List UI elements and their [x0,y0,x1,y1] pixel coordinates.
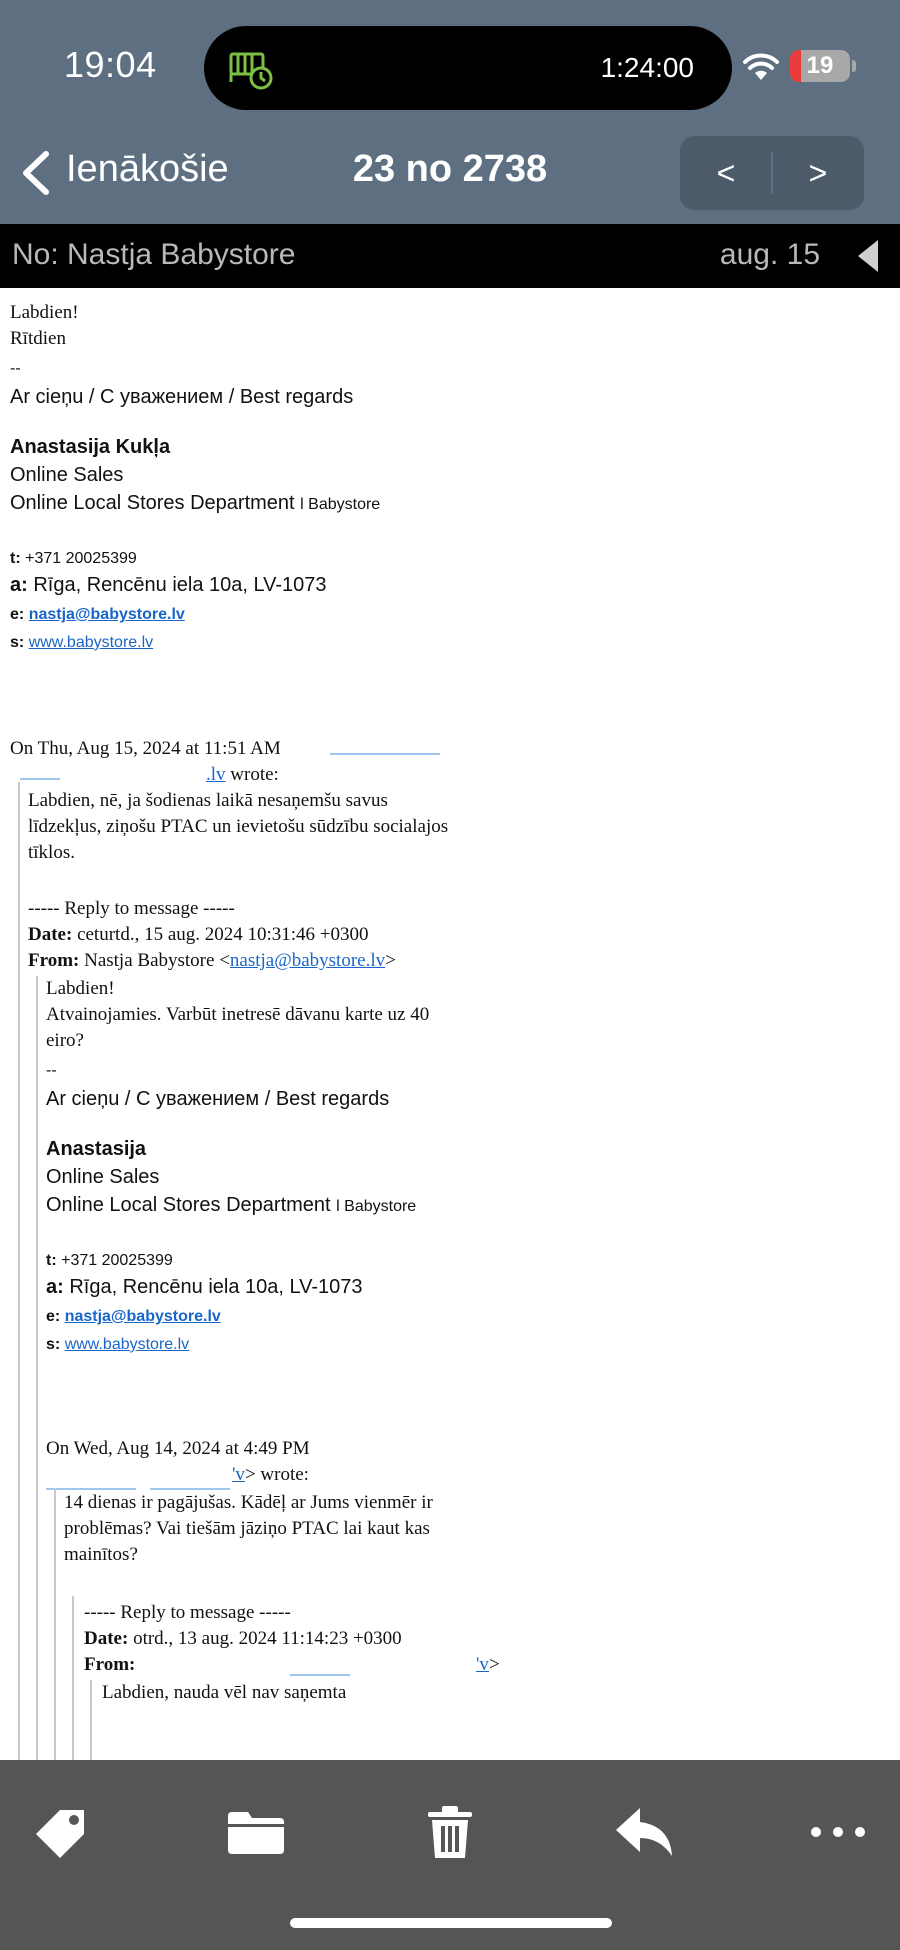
department-name: Online Local Stores Department [10,492,295,514]
inner-line: Atvainojamies. Varbūt inetresē dāvanu karte uz 40 [46,1004,430,1025]
quote-bar [36,976,38,1760]
signature-department [46,1194,416,1217]
quote-bar [72,1596,74,1760]
date-value: otrd., 13 aug. 2024 11:14:23 +0300 [133,1628,402,1649]
body-line: Rītdien [10,328,66,349]
inner-greeting: Labdien! [46,978,115,999]
signature-separator: -- [10,360,21,377]
signature-name: Anastasija Kukļa [10,436,171,458]
quote-line: problēmas? Vai tiešām jāziņo PTAC lai kaut kas [64,1518,430,1539]
reply-from [84,1654,135,1676]
reply-header: ----- Reply to message ----- [84,1602,291,1623]
from-email-fragment: 'v> [476,1654,500,1675]
message-date: aug. 15 [719,238,820,271]
wifi-icon [742,52,780,82]
quote-intro: On Thu, Aug 15, 2024 at 11:51 AM [10,738,281,759]
phone-value: +371 20025399 [25,550,137,567]
battery-tip [852,60,856,72]
battery-icon [790,50,850,82]
site-label: s: [46,1336,61,1353]
sender-bar[interactable] [0,224,900,288]
signature-site [10,634,153,652]
signature-email [10,606,185,624]
trash-icon[interactable] [418,1800,482,1864]
site-label: s: [10,634,25,651]
quote-wrote [206,764,279,786]
email-link[interactable]: nastja@babystore.lv [28,606,185,623]
from-name: Nastja Babystore [84,950,215,971]
quote-bar [54,1488,56,1760]
tag-icon[interactable] [30,1800,94,1864]
phone-label: t: [46,1252,57,1269]
activity-timer: 1:24:00 [600,52,694,83]
signature-separator: -- [46,1062,57,1079]
from-label: From: [84,1654,136,1675]
redacted-mark [290,1674,350,1676]
date-label: Date: [28,924,73,945]
signature-department [10,492,380,515]
quote-intro: On Wed, Aug 14, 2024 at 4:49 PM [46,1438,310,1459]
dynamic-island[interactable] [204,26,732,110]
reply-icon[interactable] [612,1800,676,1864]
reply-from: From: Nastja Babystore <nastja@babystore.lv> [28,950,396,971]
department-suffix: l Babystore [300,496,381,513]
department-suffix: l Babystore [336,1198,417,1215]
signature-phone [10,550,137,568]
reply-date [28,924,369,946]
sender-email-fragment[interactable]: 'v [232,1464,245,1485]
address-label: a: [46,1276,64,1298]
home-indicator[interactable] [290,1918,612,1928]
address-label: a: [10,574,28,596]
reply-date [84,1628,402,1650]
message-pager [680,136,864,210]
email-label: e: [10,606,25,623]
crib-timer-icon [228,46,274,90]
date-label: Date: [84,1628,129,1649]
quote-wrote [232,1464,309,1486]
email-link[interactable]: nastja@babystore.lv [64,1308,221,1325]
redacted-mark [330,753,440,755]
quote-bar [18,782,20,1760]
date-value: ceturtd., 15 aug. 2024 10:31:46 +0300 [77,924,369,945]
wrote-label: > wrote: [244,1464,309,1485]
wrote-label: wrote: [230,764,279,785]
regards: Ar cieņu / С уважением / Best regards [46,1088,390,1110]
sender-name: No: Nastja Babystore [12,238,296,271]
quote-bar [90,1680,92,1760]
website-link[interactable]: www.babystore.lv [28,634,154,651]
email-label: e: [46,1308,61,1325]
from-email-link[interactable]: 'v [476,1654,489,1675]
expand-details-icon[interactable] [858,240,878,272]
folder-icon[interactable] [224,1800,288,1864]
quote-line: tīklos. [28,842,75,863]
quote-line: mainītos? [64,1544,138,1565]
signature-email [46,1308,221,1326]
signature-role: Online Sales [10,464,124,486]
message-counter: 23 no 2738 [352,148,548,190]
back-button[interactable]: Ienākošie [66,148,229,190]
regards: Ar cieņu / С уважением / Best regards [10,386,354,408]
previous-message-button[interactable]: < [716,155,736,191]
battery-level: 19 [806,52,834,79]
signature-address [46,1276,363,1299]
status-time: 19:04 [64,44,157,85]
reply-header: ----- Reply to message ----- [28,898,235,919]
department-name: Online Local Stores Department [46,1194,331,1216]
greeting: Labdien! [10,302,79,323]
quote-line: 14 dienas ir pagājušas. Kādēļ ar Jums vienmēr ir [64,1492,433,1513]
more-icon[interactable] [806,1800,870,1864]
signature-phone [46,1252,173,1270]
phone-value: +371 20025399 [61,1252,173,1269]
back-chevron-icon[interactable] [18,150,58,196]
quote-line: Labdien, nē, ja šodienas laikā nesaņemšu savus [28,790,388,811]
website-link[interactable]: www.babystore.lv [64,1336,190,1353]
sender-email-fragment[interactable]: .lv [206,764,226,785]
signature-role: Online Sales [46,1166,160,1188]
redacted-mark [20,778,60,780]
phone-label: t: [10,550,21,567]
redacted-mark [150,1488,230,1490]
from-email-link[interactable]: nastja@babystore.lv [229,950,386,971]
address-value: Rīga, Rencēnu iela 10a, LV-1073 [69,1276,363,1298]
email-body[interactable] [0,288,900,1760]
quote-line: līdzekļus, ziņošu PTAC un ievietošu sūdzību socialajos [28,816,449,837]
next-message-button[interactable]: > [808,155,828,191]
address-value: Rīga, Rencēnu iela 10a, LV-1073 [33,574,327,596]
signature-site [46,1336,189,1354]
top-bar [0,0,900,224]
redacted-mark [46,1488,136,1490]
inner-line: Labdien, nauda vēl nav saņemta [102,1682,347,1703]
from-label: From: [28,950,80,971]
signature-address [10,574,327,597]
signature-name: Anastasija [46,1138,147,1160]
inner-line: eiro? [46,1030,84,1051]
